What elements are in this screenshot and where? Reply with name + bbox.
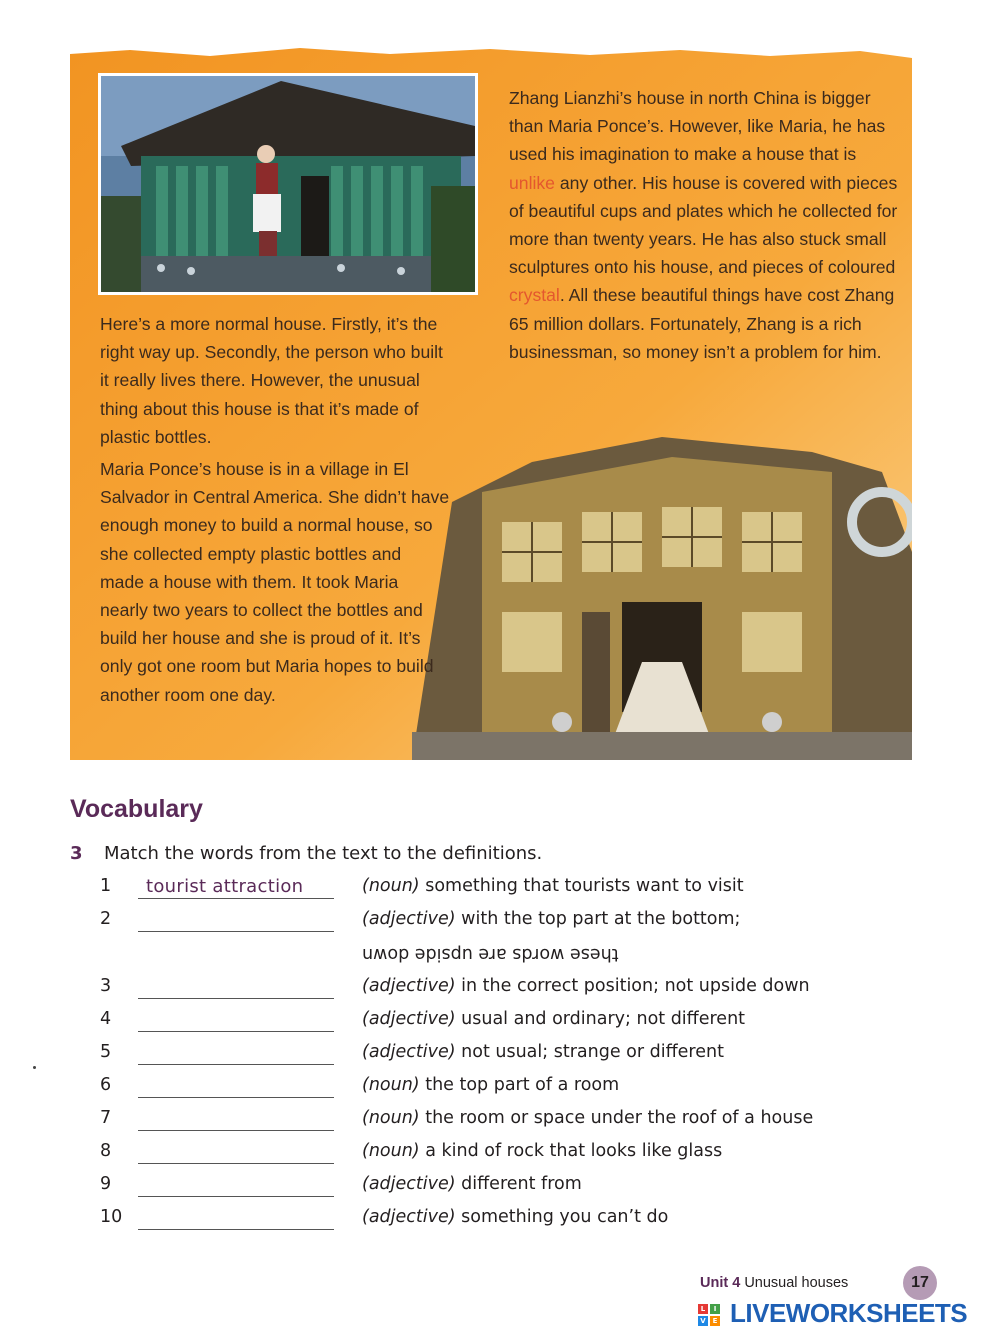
- vocab-row: [100, 1009, 900, 1039]
- part-of-speech: (adjective): [362, 1009, 456, 1029]
- part-of-speech: (adjective): [362, 1042, 456, 1062]
- vocab-row: [100, 1207, 900, 1237]
- definition: [362, 1174, 582, 1194]
- item-number: 6: [100, 1075, 112, 1095]
- definition: [362, 1207, 668, 1227]
- item-number: 4: [100, 1009, 112, 1029]
- answer-blank[interactable]: [138, 1141, 334, 1164]
- answer-blank[interactable]: [138, 1009, 334, 1032]
- item-number: 7: [100, 1108, 112, 1128]
- definition: [362, 876, 744, 896]
- definition-text: something that tourists want to visit: [419, 876, 744, 896]
- part-of-speech: (adjective): [362, 976, 456, 996]
- item-number: 10: [100, 1207, 123, 1227]
- vocab-row: [100, 1174, 900, 1204]
- item-number: 5: [100, 1042, 112, 1062]
- answer-blank[interactable]: [138, 909, 334, 932]
- answer-blank[interactable]: [138, 976, 334, 999]
- definition-text: usual and ordinary; not different: [455, 1009, 746, 1029]
- vocab-row: [100, 876, 900, 906]
- unit-title: Unusual houses: [744, 1275, 849, 1291]
- upside-down-text: these words are upside down: [362, 944, 619, 964]
- paragraph: Here’s a more normal house. Firstly, it’s the right way up. Secondly, the person who built it really lives there. However, the unusual thing about this house is that it’s made of plastic bottles.: [100, 314, 443, 447]
- vocab-row: [100, 1108, 900, 1138]
- vocab-row: [100, 1042, 900, 1072]
- definition-text: the top part of a room: [419, 1075, 620, 1095]
- definition: [362, 1042, 724, 1062]
- page-footer: [700, 1275, 848, 1291]
- bottle-house-photo: [98, 73, 478, 295]
- definition-text: something you can’t do: [455, 1207, 669, 1227]
- reading-panel: [70, 48, 912, 760]
- definition: [362, 1075, 619, 1095]
- page-number: 17: [903, 1266, 937, 1300]
- definition: [362, 1009, 745, 1029]
- zhang-text: [509, 84, 901, 370]
- exercise-number: 3: [70, 843, 83, 864]
- definition-text: different from: [455, 1174, 582, 1194]
- vocab-row: [100, 1075, 900, 1105]
- answer-blank[interactable]: [138, 1075, 334, 1098]
- item-number: 8: [100, 1141, 112, 1161]
- answer-blank[interactable]: [138, 1174, 334, 1197]
- definition-text: in the correct position; not upside down: [455, 976, 810, 996]
- paragraph: Zhang Lianzhi’s house in north China is bigger than Maria Ponce’s. However, like Maria, he has used his imagination to make a house that is unlike any other. His house is covered with pieces of beautiful cups and plates which he collected for more than twenty years. He has also stuck small sculptures onto his house, and pieces of coloured crystal. All these beautiful things have cost Zhang 65 million dollars. Fortunately, Zhang is a rich businessman, so money isn’t a problem for him.: [509, 88, 898, 362]
- highlight-word: unlike: [509, 172, 555, 193]
- definition-text: a kind of rock that looks like glass: [419, 1141, 723, 1161]
- exercise-instruction: [70, 843, 542, 864]
- definition-text: the room or space under the roof of a house: [419, 1108, 814, 1128]
- unit-label: Unit 4: [700, 1275, 741, 1291]
- definition: [362, 909, 740, 929]
- item-number: 2: [100, 909, 112, 929]
- answer-blank[interactable]: [138, 1042, 334, 1065]
- answer-blank[interactable]: [138, 1207, 334, 1230]
- answer-text: tourist attraction: [146, 876, 304, 897]
- definition-text: with the top part at the bottom;: [455, 909, 741, 929]
- part-of-speech: (noun): [362, 1108, 420, 1128]
- part-of-speech: (noun): [362, 1141, 420, 1161]
- part-of-speech: (noun): [362, 1075, 420, 1095]
- liveworksheets-logo-icon: L I V E: [698, 1304, 722, 1328]
- maria-text: [100, 310, 450, 713]
- vocab-row: [100, 976, 900, 1006]
- stray-mark: [33, 1066, 36, 1069]
- vocab-row: [100, 909, 900, 939]
- paragraph: Maria Ponce’s house is in a village in El Salvador in Central America. She didn’t have enough money to build a normal house, so she collected empty plastic bottles and made a house with them. It took Maria nearly two years to collect the bottles and build her house and she is proud of it. It’s only got one room but Maria hopes to build another room one day.: [100, 459, 450, 705]
- definition-text: not usual; strange or different: [455, 1042, 724, 1062]
- part-of-speech: (adjective): [362, 909, 456, 929]
- item-number: 9: [100, 1174, 112, 1194]
- section-title: Vocabulary: [70, 795, 203, 823]
- answer-blank[interactable]: [138, 1108, 334, 1131]
- item-number: 3: [100, 976, 112, 996]
- definition: [362, 1141, 722, 1161]
- part-of-speech: (noun): [362, 876, 420, 896]
- definition: [362, 1108, 813, 1128]
- item-number: 1: [100, 876, 112, 896]
- part-of-speech: (adjective): [362, 1174, 456, 1194]
- instruction-text: Match the words from the text to the definitions.: [104, 843, 543, 864]
- vocab-row: [100, 1141, 900, 1171]
- porcelain-house-photo: [412, 432, 912, 760]
- brand-name[interactable]: LIVEWORKSHEETS: [730, 1298, 968, 1328]
- definition: [362, 976, 810, 996]
- part-of-speech: (adjective): [362, 1207, 456, 1227]
- highlight-word: crystal: [509, 285, 560, 306]
